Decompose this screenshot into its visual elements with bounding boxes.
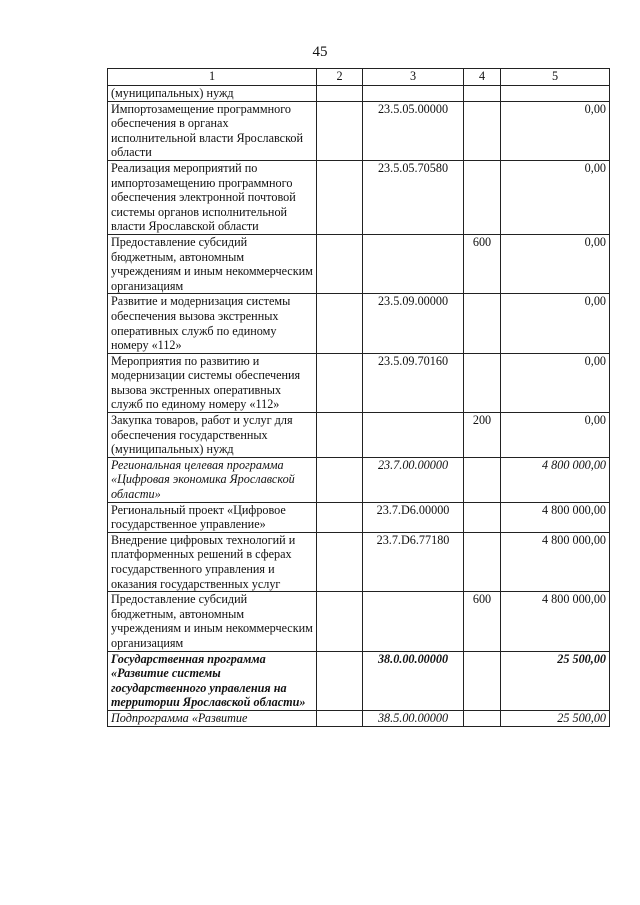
row-expense-type-cell bbox=[464, 294, 501, 353]
row-amount-cell: 0,00 bbox=[501, 234, 610, 293]
row-expense-type-cell: 600 bbox=[464, 592, 501, 651]
row-amount-cell bbox=[501, 86, 610, 102]
row-amount-cell: 0,00 bbox=[501, 294, 610, 353]
row-column-2-cell bbox=[317, 86, 363, 102]
table-row bbox=[108, 294, 610, 353]
column-header: 5 bbox=[501, 69, 610, 86]
budget-table bbox=[107, 68, 610, 727]
row-expense-type-cell bbox=[464, 160, 501, 234]
row-column-2-cell bbox=[317, 353, 363, 412]
row-expense-type-cell bbox=[464, 651, 501, 710]
page-number: 45 bbox=[312, 44, 328, 60]
row-code-cell: 23.7.00.00000 bbox=[363, 457, 464, 502]
row-name-cell: Предоставление субсидий бюджетным, автономным учреждениям и иным некоммерческим организациям bbox=[108, 592, 317, 651]
row-column-2-cell bbox=[317, 457, 363, 502]
row-code-cell: 23.5.09.00000 bbox=[363, 294, 464, 353]
row-amount-cell: 25 500,00 bbox=[501, 710, 610, 726]
table-row bbox=[108, 234, 610, 293]
row-expense-type-cell bbox=[464, 101, 501, 160]
table-row bbox=[108, 532, 610, 591]
row-code-cell: 23.5.05.70580 bbox=[363, 160, 464, 234]
row-column-2-cell bbox=[317, 413, 363, 458]
row-amount-cell: 0,00 bbox=[501, 353, 610, 412]
row-amount-cell: 0,00 bbox=[501, 160, 610, 234]
column-header: 2 bbox=[317, 69, 363, 86]
row-name-cell: (муниципальных) нужд bbox=[108, 86, 317, 102]
row-expense-type-cell: 200 bbox=[464, 413, 501, 458]
row-code-cell bbox=[363, 86, 464, 102]
row-code-cell: 23.7.D6.00000 bbox=[363, 502, 464, 532]
row-column-2-cell bbox=[317, 101, 363, 160]
row-expense-type-cell bbox=[464, 532, 501, 591]
row-name-cell: Мероприятия по развитию и модернизации системы обеспечения вызова экстренных оперативных служб по единому номеру «112» bbox=[108, 353, 317, 412]
table-row bbox=[108, 592, 610, 651]
row-expense-type-cell: 600 bbox=[464, 234, 501, 293]
column-header: 1 bbox=[108, 69, 317, 86]
row-column-2-cell bbox=[317, 234, 363, 293]
row-amount-cell: 4 800 000,00 bbox=[501, 502, 610, 532]
table-row bbox=[108, 413, 610, 458]
row-expense-type-cell bbox=[464, 353, 501, 412]
table-row bbox=[108, 160, 610, 234]
row-amount-cell: 0,00 bbox=[501, 101, 610, 160]
row-column-2-cell bbox=[317, 651, 363, 710]
row-code-cell bbox=[363, 234, 464, 293]
row-column-2-cell bbox=[317, 294, 363, 353]
table-row bbox=[108, 710, 610, 726]
row-code-cell: 38.5.00.00000 bbox=[363, 710, 464, 726]
table-row bbox=[108, 457, 610, 502]
row-column-2-cell bbox=[317, 532, 363, 591]
table-row bbox=[108, 353, 610, 412]
row-column-2-cell bbox=[317, 710, 363, 726]
row-expense-type-cell bbox=[464, 86, 501, 102]
row-amount-cell: 4 800 000,00 bbox=[501, 457, 610, 502]
row-amount-cell: 0,00 bbox=[501, 413, 610, 458]
row-name-cell: Государственная программа «Развитие системы государственного управления на территории Ярославской области» bbox=[108, 651, 317, 710]
table-header-row bbox=[108, 69, 610, 86]
table-row bbox=[108, 86, 610, 102]
row-name-cell: Реализация мероприятий по импортозамещению программного обеспечения электронной почтовой системы органов исполнительной власти Ярославской области bbox=[108, 160, 317, 234]
row-name-cell: Региональный проект «Цифровое государственное управление» bbox=[108, 502, 317, 532]
column-header: 3 bbox=[363, 69, 464, 86]
table-row bbox=[108, 651, 610, 710]
row-name-cell: Региональная целевая программа «Цифровая экономика Ярославской области» bbox=[108, 457, 317, 502]
row-expense-type-cell bbox=[464, 457, 501, 502]
row-name-cell: Закупка товаров, работ и услуг для обеспечения государственных (муниципальных) нужд bbox=[108, 413, 317, 458]
row-amount-cell: 4 800 000,00 bbox=[501, 532, 610, 591]
row-code-cell: 23.5.05.00000 bbox=[363, 101, 464, 160]
row-column-2-cell bbox=[317, 592, 363, 651]
row-name-cell: Развитие и модернизация системы обеспечения вызова экстренных оперативных служб по единому номеру «112» bbox=[108, 294, 317, 353]
row-expense-type-cell bbox=[464, 502, 501, 532]
column-header: 4 bbox=[464, 69, 501, 86]
row-name-cell: Подпрограмма «Развитие bbox=[108, 710, 317, 726]
row-code-cell: 38.0.00.00000 bbox=[363, 651, 464, 710]
row-name-cell: Внедрение цифровых технологий и платформенных решений в сферах государственного управления и оказания государственных услуг bbox=[108, 532, 317, 591]
row-code-cell bbox=[363, 592, 464, 651]
row-name-cell: Предоставление субсидий бюджетным, автономным учреждениям и иным некоммерческим организациям bbox=[108, 234, 317, 293]
row-amount-cell: 25 500,00 bbox=[501, 651, 610, 710]
row-code-cell: 23.5.09.70160 bbox=[363, 353, 464, 412]
row-column-2-cell bbox=[317, 502, 363, 532]
row-code-cell bbox=[363, 413, 464, 458]
table-body bbox=[108, 86, 610, 727]
row-column-2-cell bbox=[317, 160, 363, 234]
row-amount-cell: 4 800 000,00 bbox=[501, 592, 610, 651]
table-row bbox=[108, 502, 610, 532]
table-row bbox=[108, 101, 610, 160]
row-name-cell: Импортозамещение программного обеспечения в органах исполнительной власти Ярославской области bbox=[108, 101, 317, 160]
row-expense-type-cell bbox=[464, 710, 501, 726]
row-code-cell: 23.7.D6.77180 bbox=[363, 532, 464, 591]
